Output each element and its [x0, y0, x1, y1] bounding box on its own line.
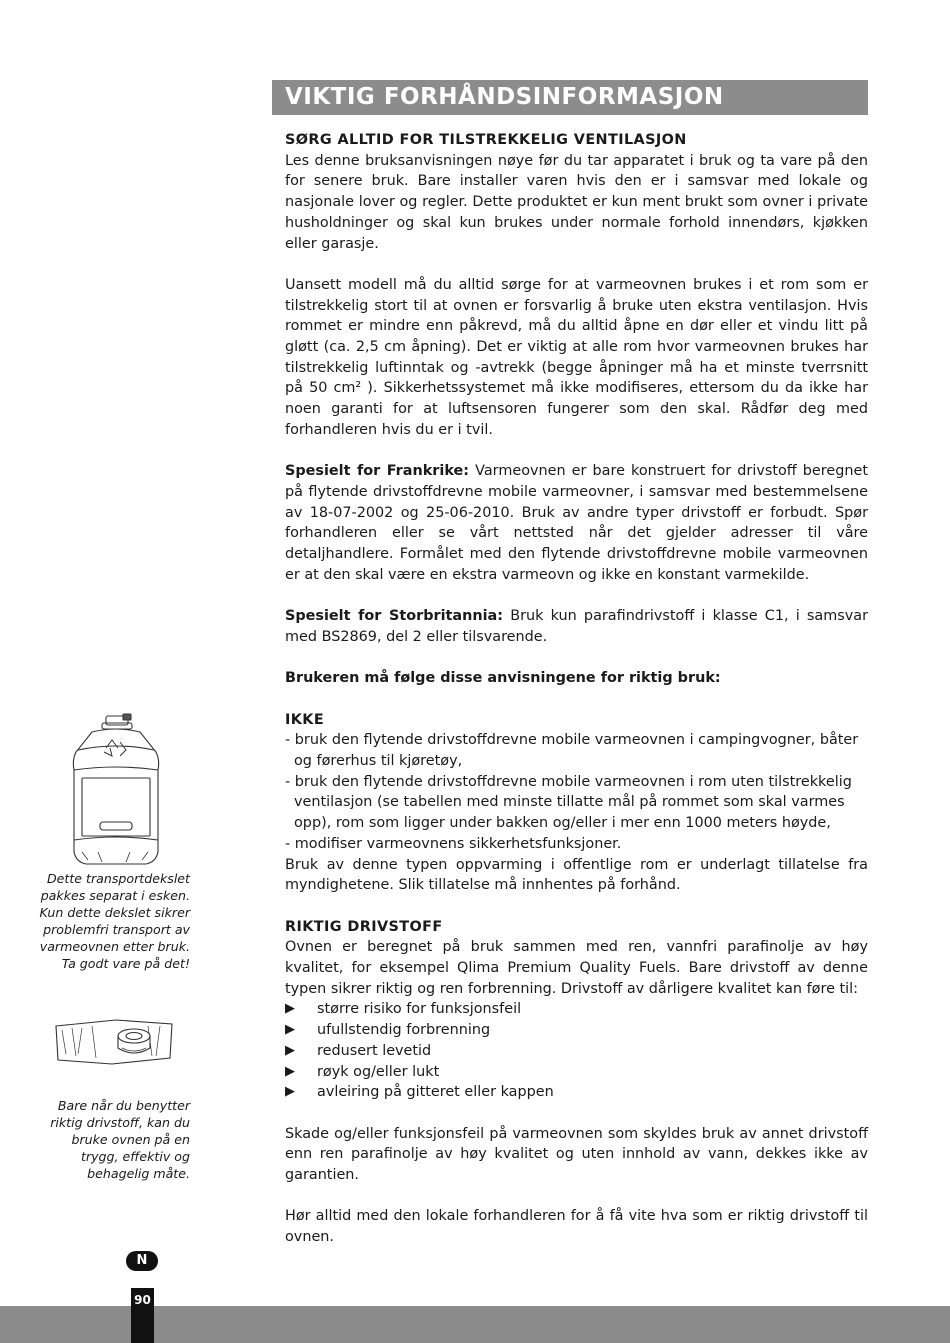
transport-cover-note: Dette transportdekslet pakkes separat i esken. Kun dette dekslet sikrer problemfri transport av varmeovnen etter bruk. Ta godt vare på det!	[39, 871, 190, 971]
fuel-risk-list	[285, 999, 868, 1103]
list-item: ▶ større risiko for funksjonsfeil	[285, 999, 868, 1020]
page-number: 90	[131, 1288, 154, 1343]
arrow-bullet-icon: ▶	[285, 1022, 295, 1038]
dealer-paragraph: Hør alltid med den lokale forhandleren for å få vite hva som er riktig drivstoff til ovnen.	[285, 1208, 868, 1246]
uk-label: Spesielt for Storbritannia:	[285, 608, 504, 625]
ikke-item: - modifiser varmeovnens sikkerhetsfunksjoner.	[285, 835, 622, 852]
fuel-heading: RIKTIG DRIVSTOFF	[285, 918, 443, 935]
arrow-bullet-icon: ▶	[285, 1042, 295, 1058]
page-title: VIKTIG FORHÅNDSINFORMASJON	[272, 80, 868, 115]
france-label: Spesielt for Frankrike:	[285, 463, 470, 480]
ventilation-paragraph-1: Les denne bruksanvisningen nøye før du tar apparatet i bruk og ta vare på den for senere bruk. Bare installer varen hvis den er i samsvar med lokale og nasjonale lover og regler. Dette produktet er kun ment brukt som ovner i private husholdninger og skal kun brukes under normale forhold innendørs, kjøkken eller garasje.	[285, 152, 868, 252]
fuel-container-icon	[68, 712, 164, 868]
ikke-heading: IKKE	[285, 711, 325, 728]
france-text: Varmeovnen er bare konstruert for drivstoff beregnet på flytende drivstoffdrevne mobile varmeovner, i samsvar med bestemmelsene av 18-07-2002 og 25-06-2010. Bruk av andre typer drivstoff er forbudt. Spør forhandleren eller se vårt nettsted når det gjelder adresser til våre detaljhandlere. Formålet med den flytende drivstoffdrevne mobile varmeovnen er at den skal være en ekstra varmeovn og ikke en konstant varmekilde.	[285, 463, 868, 583]
ikke-item: - bruk den flytende drivstoffdrevne mobile varmeovnen i rom uten tilstrekkelig ventilasjon (se tabellen med minste tillatte mål på rommet som skal varmes opp), rom som ligger under bakken og/eller i mer enn 1000 meters høyde,	[285, 773, 852, 832]
france-paragraph	[285, 461, 868, 585]
list-item: ▶ røyk og/eller lukt	[285, 1062, 868, 1083]
arrow-bullet-icon: ▶	[285, 1001, 295, 1017]
arrow-bullet-icon: ▶	[285, 1084, 295, 1100]
fuel-intro: Ovnen er beregnet på bruk sammen med ren, vannfri parafinolje av høy kvalitet, for eksempel Qlima Premium Quality Fuels. Bare drivstoff av denne typen sikrer riktig og ren forbrenning. Drivstoff av dårligere kvalitet kan føre til:	[285, 939, 868, 997]
ventilation-paragraph-2: Uansett modell må du alltid sørge for at varmeovnen brukes i et rom som er tilstrekkelig stort til at ovnen er forsvarlig å bruke uten ekstra ventilasjon. Hvis rommet er mindre enn påkrevd, må du alltid åpne en dør eller et vindu litt på gløtt (ca. 2,5 cm åpning). Det er viktig at alle rom hvor varmeovnen brukes har tilstrekkelig luftinntak og -avtrekk (begge åpninger må ha et minste tverrsnitt på 50 cm² ). Sikkerhetssystemet må ikke modifiseres, ettersom du da ikke har noen garanti for at luftsensoren fungerer som den skal. Rådfør deg med forhandleren hvis du er i tvil.	[285, 276, 868, 438]
ikke-item: - bruk den flytende drivstoffdrevne mobile varmeovnen i campingvogner, båter og førerhus til kjøretøy,	[285, 732, 859, 770]
uk-paragraph	[285, 606, 868, 647]
transport-cover-icon	[52, 1014, 176, 1068]
instructions-heading: Brukeren må følge disse anvisningene for riktig bruk:	[285, 670, 721, 687]
warranty-paragraph: Skade og/eller funksjonsfeil på varmeovnen som skyldes bruk av annet drivstoff enn ren parafinolje av høy kvalitet og uten innhold av vann, dekkes ikke av garantien.	[285, 1125, 868, 1184]
main-content	[285, 130, 868, 1248]
list-item: ▶ avleiring på gitteret eller kappen	[285, 1082, 868, 1103]
fuel-quality-note: Bare når du benytter riktig drivstoff, kan du bruke ovnen på en trygg, effektiv og behagelig måte.	[50, 1098, 190, 1181]
ventilation-heading: SØRG ALLTID FOR TILSTREKKELIG VENTILASJON	[285, 132, 687, 148]
list-item: ▶ redusert levetid	[285, 1041, 868, 1062]
uk-text: Bruk kun parafindrivstoff i klasse C1, i samsvar med BS2869, del 2 eller tilsvarende.	[285, 608, 869, 645]
public-rooms-note: Bruk av denne typen oppvarming i offentlige rom er underlagt tillatelse fra myndighetene. Slik tillatelse må innhentes på forhånd.	[285, 856, 868, 894]
list-item: ▶ ufullstendig forbrenning	[285, 1020, 868, 1041]
arrow-bullet-icon: ▶	[285, 1063, 295, 1079]
language-badge: N	[126, 1251, 158, 1271]
